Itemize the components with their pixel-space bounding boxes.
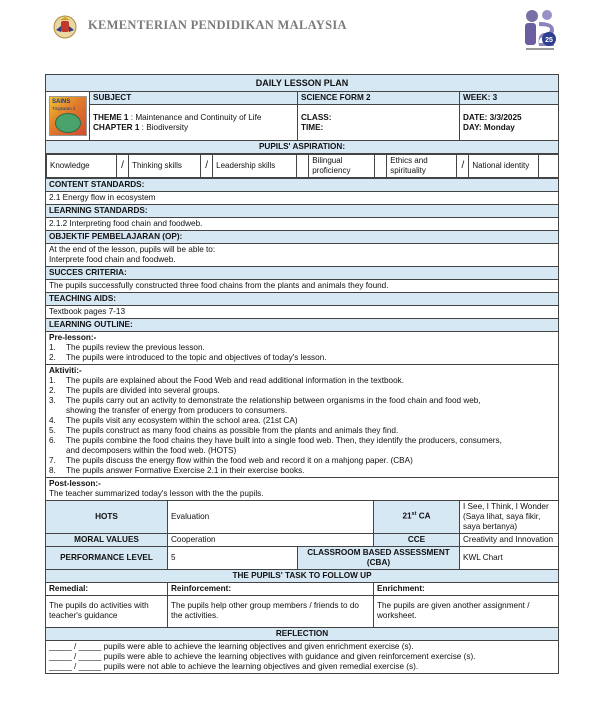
list-number: 5.: [49, 425, 56, 435]
activity-list: [49, 376, 555, 476]
cba-value: KWL Chart: [460, 546, 559, 569]
cce-label: CCE: [374, 533, 460, 546]
textbook-cover-image: [49, 96, 87, 136]
logo-number: 25: [545, 37, 553, 44]
aspiration-tick-national: [539, 155, 558, 178]
aspiration-tick-thinking: /: [201, 155, 213, 178]
list-item: [49, 436, 555, 446]
aspiration-knowledge: Knowledge: [47, 155, 117, 178]
list-text: The pupils were introduced to the topic and objectives of today's lesson.: [66, 352, 327, 362]
objective-heading: OBJEKTIF PEMBELAJARAN (OP):: [46, 230, 559, 243]
daily-lesson-plan-table: [45, 74, 559, 674]
list-item: [49, 396, 555, 406]
reinforcement-label: Reinforcement:: [168, 582, 374, 595]
list-text: The pupils discuss the energy flow within the food web and record it on a mahjong paper. (CBA): [66, 455, 413, 465]
ca-label: 21st CA: [374, 500, 460, 533]
day-value: DAY: Monday: [463, 122, 515, 132]
anniversary-logo-icon: [520, 6, 560, 52]
list-number: 1.: [49, 375, 56, 385]
pre-lesson-heading: Pre-lesson:-: [49, 332, 97, 342]
list-item: [49, 456, 555, 466]
moral-row: [46, 533, 559, 546]
moral-value: Cooperation: [168, 533, 374, 546]
post-lesson-cell: [46, 477, 559, 500]
theme-chapter-cell: [90, 105, 298, 141]
performance-row: [46, 546, 559, 569]
list-item-continuation: showing the transfer of energy from producers to consumers.: [66, 405, 288, 415]
list-text: The pupils answer Formative Exercise 2.1 in their exercise books.: [66, 465, 305, 475]
list-text: The pupils are explained about the Food Web and read additional information in the textbook.: [66, 375, 405, 385]
reflection-heading: REFLECTION: [46, 627, 559, 640]
ministry-name: KEMENTERIAN PENDIDIKAN MALAYSIA: [88, 18, 347, 32]
list-number: 1.: [49, 342, 56, 352]
learning-standards-heading: LEARNING STANDARDS:: [46, 204, 559, 217]
reflection-line-reinforcement: _____ / _____ pupils were able to achieve the learning objectives with guidance and given reinforcement exercise (s).: [49, 651, 476, 661]
list-number: 4.: [49, 415, 56, 425]
hots-label: HOTS: [46, 500, 168, 533]
list-number: 2.: [49, 385, 56, 395]
list-item: [49, 353, 555, 363]
activity-heading: Aktiviti:-: [49, 365, 82, 375]
chapter-text: : Biodiversity: [139, 122, 189, 132]
list-text: The pupils combine the food chains they have built into a single food web. Then, they identify the producers, consumers,: [66, 435, 502, 445]
subject-value: SCIENCE FORM 2: [298, 92, 460, 105]
list-item: [49, 376, 555, 386]
class-time-cell: [298, 105, 460, 141]
theme-label: THEME 1: [93, 112, 129, 122]
reflection-line-enrichment: _____ / _____ pupils were able to achieve the learning objectives and given enrichment exercise (s).: [49, 641, 414, 651]
subject-row: [46, 92, 559, 105]
performance-value: 5: [168, 546, 298, 569]
list-number: 7.: [49, 455, 56, 465]
remedial-label: Remedial:: [46, 582, 168, 595]
list-item: [49, 466, 555, 476]
time-label: TIME:: [301, 122, 324, 132]
list-text: The pupils review the previous lesson.: [66, 342, 205, 352]
followup-labels-row: [46, 582, 559, 595]
class-label: CLASS:: [301, 112, 332, 122]
enrichment-label: Enrichment:: [374, 582, 559, 595]
moral-label: MORAL VALUES: [46, 533, 168, 546]
list-number: 2.: [49, 352, 56, 362]
plan-title: DAILY LESSON PLAN: [46, 75, 559, 92]
list-item-continuation: and decomposers within the food web. (HOTS): [66, 445, 237, 455]
chapter-label: CHAPTER 1: [93, 122, 140, 132]
reflection-cell: [46, 640, 559, 673]
title-row: [46, 75, 559, 92]
objective-cell: [46, 243, 559, 266]
aspiration-tick-knowledge: /: [117, 155, 129, 178]
aspiration-tick-ethics: /: [457, 155, 469, 178]
date-value: DATE: 3/3/2025: [463, 112, 522, 122]
content-standards-heading: CONTENT STANDARDS:: [46, 178, 559, 191]
textbook-cover: [46, 92, 90, 141]
book-subtitle: Tingkatan 2: [52, 106, 76, 111]
cba-label: CLASSROOM BASED ASSESSMENT (CBA): [298, 546, 460, 569]
list-item: [49, 426, 555, 436]
aspiration-heading-row: [46, 141, 559, 154]
outline-heading: LEARNING OUTLINE:: [46, 318, 559, 331]
aspiration-leadership: Leadership skills: [213, 155, 297, 178]
aspiration-ethics: Ethics and spirituality: [387, 155, 457, 178]
aids-text: Textbook pages 7-13: [46, 305, 559, 318]
performance-label: PERFORMANCE LEVEL: [46, 546, 168, 569]
list-number: 3.: [49, 395, 56, 405]
post-lesson-heading: Post-lesson:-: [49, 478, 101, 488]
objective-text: Interprete food chain and foodweb.: [49, 254, 176, 264]
aids-heading: TEACHING AIDS:: [46, 292, 559, 305]
aspiration-national: National identity: [469, 155, 539, 178]
aspiration-thinking: Thinking skills: [129, 155, 201, 178]
subject-label: SUBJECT: [90, 92, 298, 105]
content-standards-text: 2.1 Energy flow in ecosystem: [46, 191, 559, 204]
list-text: The pupils visit any ecosystem within the school area. (21st CA): [66, 415, 298, 425]
theme-row: [46, 105, 559, 141]
list-item: [49, 343, 555, 353]
list-text: The pupils carry out an activity to demonstrate the relationship between organisms in the food chain and food web,: [66, 395, 481, 405]
aspiration-row: [46, 154, 559, 179]
ca-value: I See, I Think, I Wonder (Saya lihat, saya fikir, saya bertanya): [460, 500, 559, 533]
page-header: [0, 0, 600, 66]
criteria-heading: SUCCES CRITERIA:: [46, 266, 559, 279]
aspiration-bilingual: Bilingual proficiency: [309, 155, 375, 178]
criteria-text: The pupils successfully constructed three food chains from the plants and animals they found.: [46, 279, 559, 292]
malaysia-crest-icon: [52, 14, 78, 40]
aspiration-tick-bilingual: [375, 155, 387, 178]
list-number: 6.: [49, 435, 56, 445]
aspiration-cell: [46, 154, 559, 179]
hots-row: [46, 500, 559, 533]
hots-value: Evaluation: [168, 500, 374, 533]
aspiration-heading: PUPILS' ASPIRATION:: [46, 141, 559, 154]
theme-text: : Maintenance and Continuity of Life: [128, 112, 262, 122]
activity-cell: [46, 364, 559, 477]
remedial-text: The pupils do activities with teacher's guidance: [46, 595, 168, 627]
followup-heading: THE PUPILS' TASK TO FOLLOW UP: [46, 569, 559, 582]
reinforcement-text: The pupils help other group members / friends to do the activities.: [168, 595, 374, 627]
list-number: 8.: [49, 465, 56, 475]
book-title: SAINS: [52, 99, 71, 105]
learning-standards-text: 2.1.2 Interpreting food chain and foodweb.: [46, 217, 559, 230]
list-text: The pupils construct as many food chains as possible from the plants and animals they find.: [66, 425, 399, 435]
followup-text-row: [46, 595, 559, 627]
reflection-line-remedial: _____ / _____ pupils were not able to achieve the learning objectives and given remedial exercise (s).: [49, 661, 419, 671]
date-day-cell: [460, 105, 559, 141]
aspiration-tick-leadership: [297, 155, 309, 178]
pre-lesson-list: [49, 343, 555, 363]
list-item: [49, 416, 555, 426]
list-item: [49, 386, 555, 396]
list-text: The pupils are divided into several groups.: [66, 385, 220, 395]
aspiration-list: [46, 154, 558, 178]
pre-lesson-cell: [46, 331, 559, 364]
cce-value: Creativity and Innovation: [460, 533, 559, 546]
post-lesson-text: The teacher summarized today's lesson with the the pupils.: [49, 488, 264, 498]
book-illustration: [55, 113, 81, 133]
week-value: WEEK: 3: [460, 92, 559, 105]
objective-intro: At the end of the lesson, pupils will be able to:: [49, 244, 216, 254]
enrichment-text: The pupils are given another assignment / worksheet.: [374, 595, 559, 627]
